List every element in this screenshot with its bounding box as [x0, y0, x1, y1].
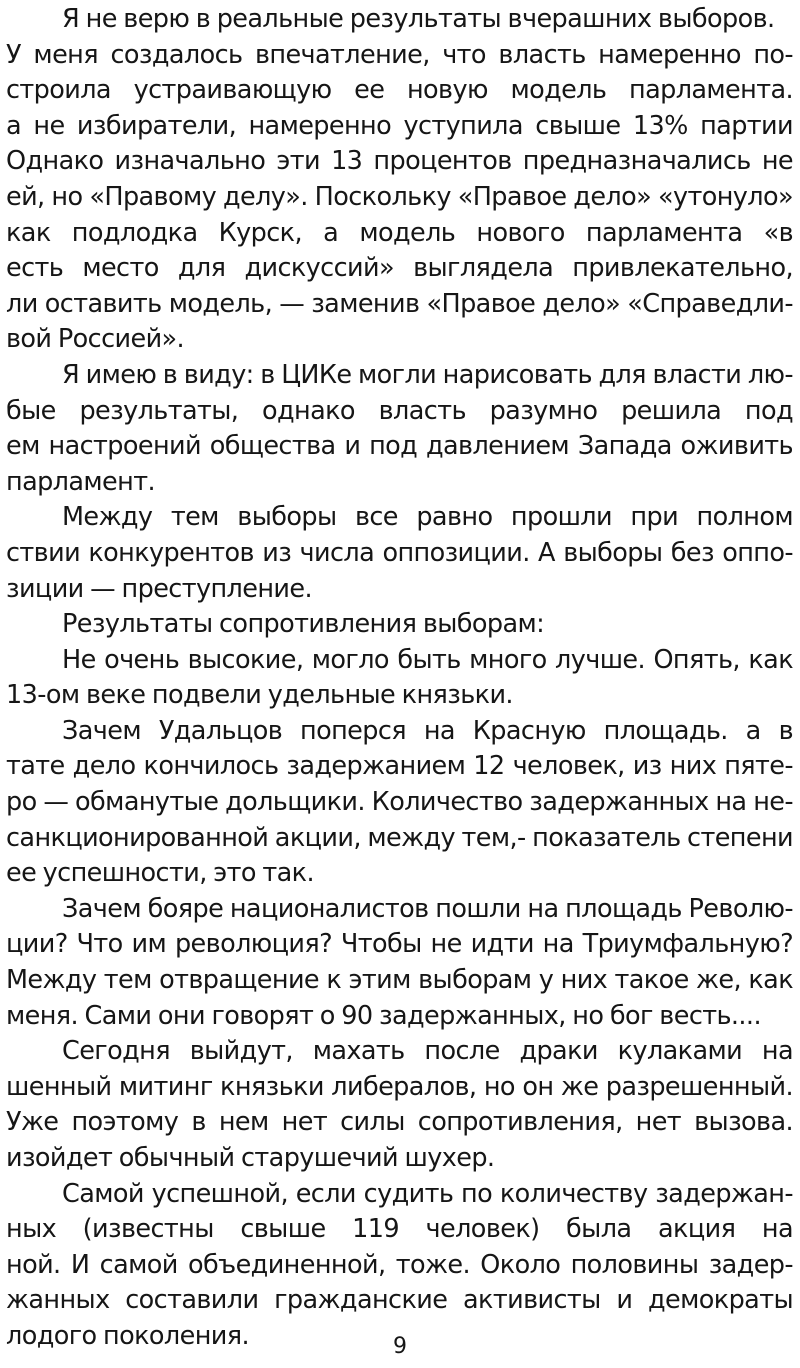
text-line: а не избиратели, намеренно уступила свыше 13% партии	[6, 110, 793, 141]
text-line: Зачем Удальцов поперся на Красную площадь. а в	[62, 715, 793, 746]
text-line: ной. И самой объединенной, тоже. Около половины задер-	[6, 1249, 793, 1280]
page-number: 9	[393, 1334, 407, 1359]
text-line: шенный митинг князьки либералов, но он же разрешенный.	[6, 1071, 793, 1102]
text-line: Зачем бояре националистов пошли на площадь Револю-	[62, 893, 793, 924]
text-line: меня. Сами они говорят о 90 задержанных, но бог весть....	[6, 1000, 761, 1031]
text-line: Результаты сопротивления выборам:	[62, 609, 545, 640]
text-line: строила устраивающую ее новую модель парламента.	[6, 75, 793, 106]
text-line: Не очень высокие, могло быть много лучше. Опять, как	[62, 644, 793, 675]
text-line: Я имею в виду: в ЦИКе могли нарисовать для власти лю-	[62, 359, 793, 390]
text-line: Самой успешной, если судить по количеству задержан-	[62, 1178, 793, 1209]
text-line: ствии конкурентов из числа оппозиции. А выборы без оппо-	[6, 537, 793, 568]
text-line: есть место для дискуссий» выглядела привлекательно,	[6, 253, 793, 284]
text-line: ее успешности, это так.	[6, 858, 314, 889]
text-line: Между тем выборы все равно прошли при полном	[62, 502, 793, 533]
text-line: ных (известны свыше 119 человек) была акция на	[6, 1214, 793, 1245]
text-line: ли оставить модель, — заменив «Правое дело» «Справедли-	[6, 288, 793, 319]
text-line: зиции — преступление.	[6, 573, 312, 604]
text-line: У меня создалось впечатление, что власть намеренно по-	[6, 39, 793, 70]
body-text	[6, 2, 793, 1355]
text-line: Я не верю в реальные результаты вчерашних выборов.	[62, 4, 775, 34]
text-line: Сегодня выйдут, махать после драки кулаками на	[62, 1036, 793, 1067]
text-line: 13-ом веке подвели удельные князьки.	[6, 680, 513, 711]
text-line: лодого поколения.	[6, 1320, 249, 1351]
text-line: бые результаты, однако власть разумно решила под	[6, 395, 793, 426]
text-line: Уже поэтому в нем нет силы сопротивления, нет вызова.	[6, 1107, 793, 1138]
text-line: ро — обманутые дольщики. Количество задержанных на не-	[6, 787, 793, 818]
text-line: санкционированной акции, между тем,- показатель степени	[6, 822, 793, 853]
text-line: Однако изначально эти 13 процентов предназначались не	[6, 146, 793, 177]
text-line: жанных составили гражданские активисты и демократы	[6, 1285, 793, 1316]
text-line: ем настроений общества и под давлением Запада оживить	[6, 431, 793, 462]
text-line: тате дело кончилось задержанием 12 человек, из них пяте-	[6, 751, 793, 782]
text-line: парламент.	[6, 466, 155, 497]
text-line: ей, но «Правому делу». Поскольку «Правое дело» «утонуло»	[6, 181, 793, 212]
text-line: изойдет обычный старушечий шухер.	[6, 1143, 495, 1173]
text-line: ции? Что им революция? Чтобы не идти на Триумфальную?	[6, 929, 793, 960]
text-line: как подлодка Курск, а модель нового парламента «в	[6, 217, 793, 248]
text-line: Между тем отвращение к этим выборам у них такое же, как	[6, 965, 793, 996]
text-line: вой Россией».	[6, 324, 185, 355]
